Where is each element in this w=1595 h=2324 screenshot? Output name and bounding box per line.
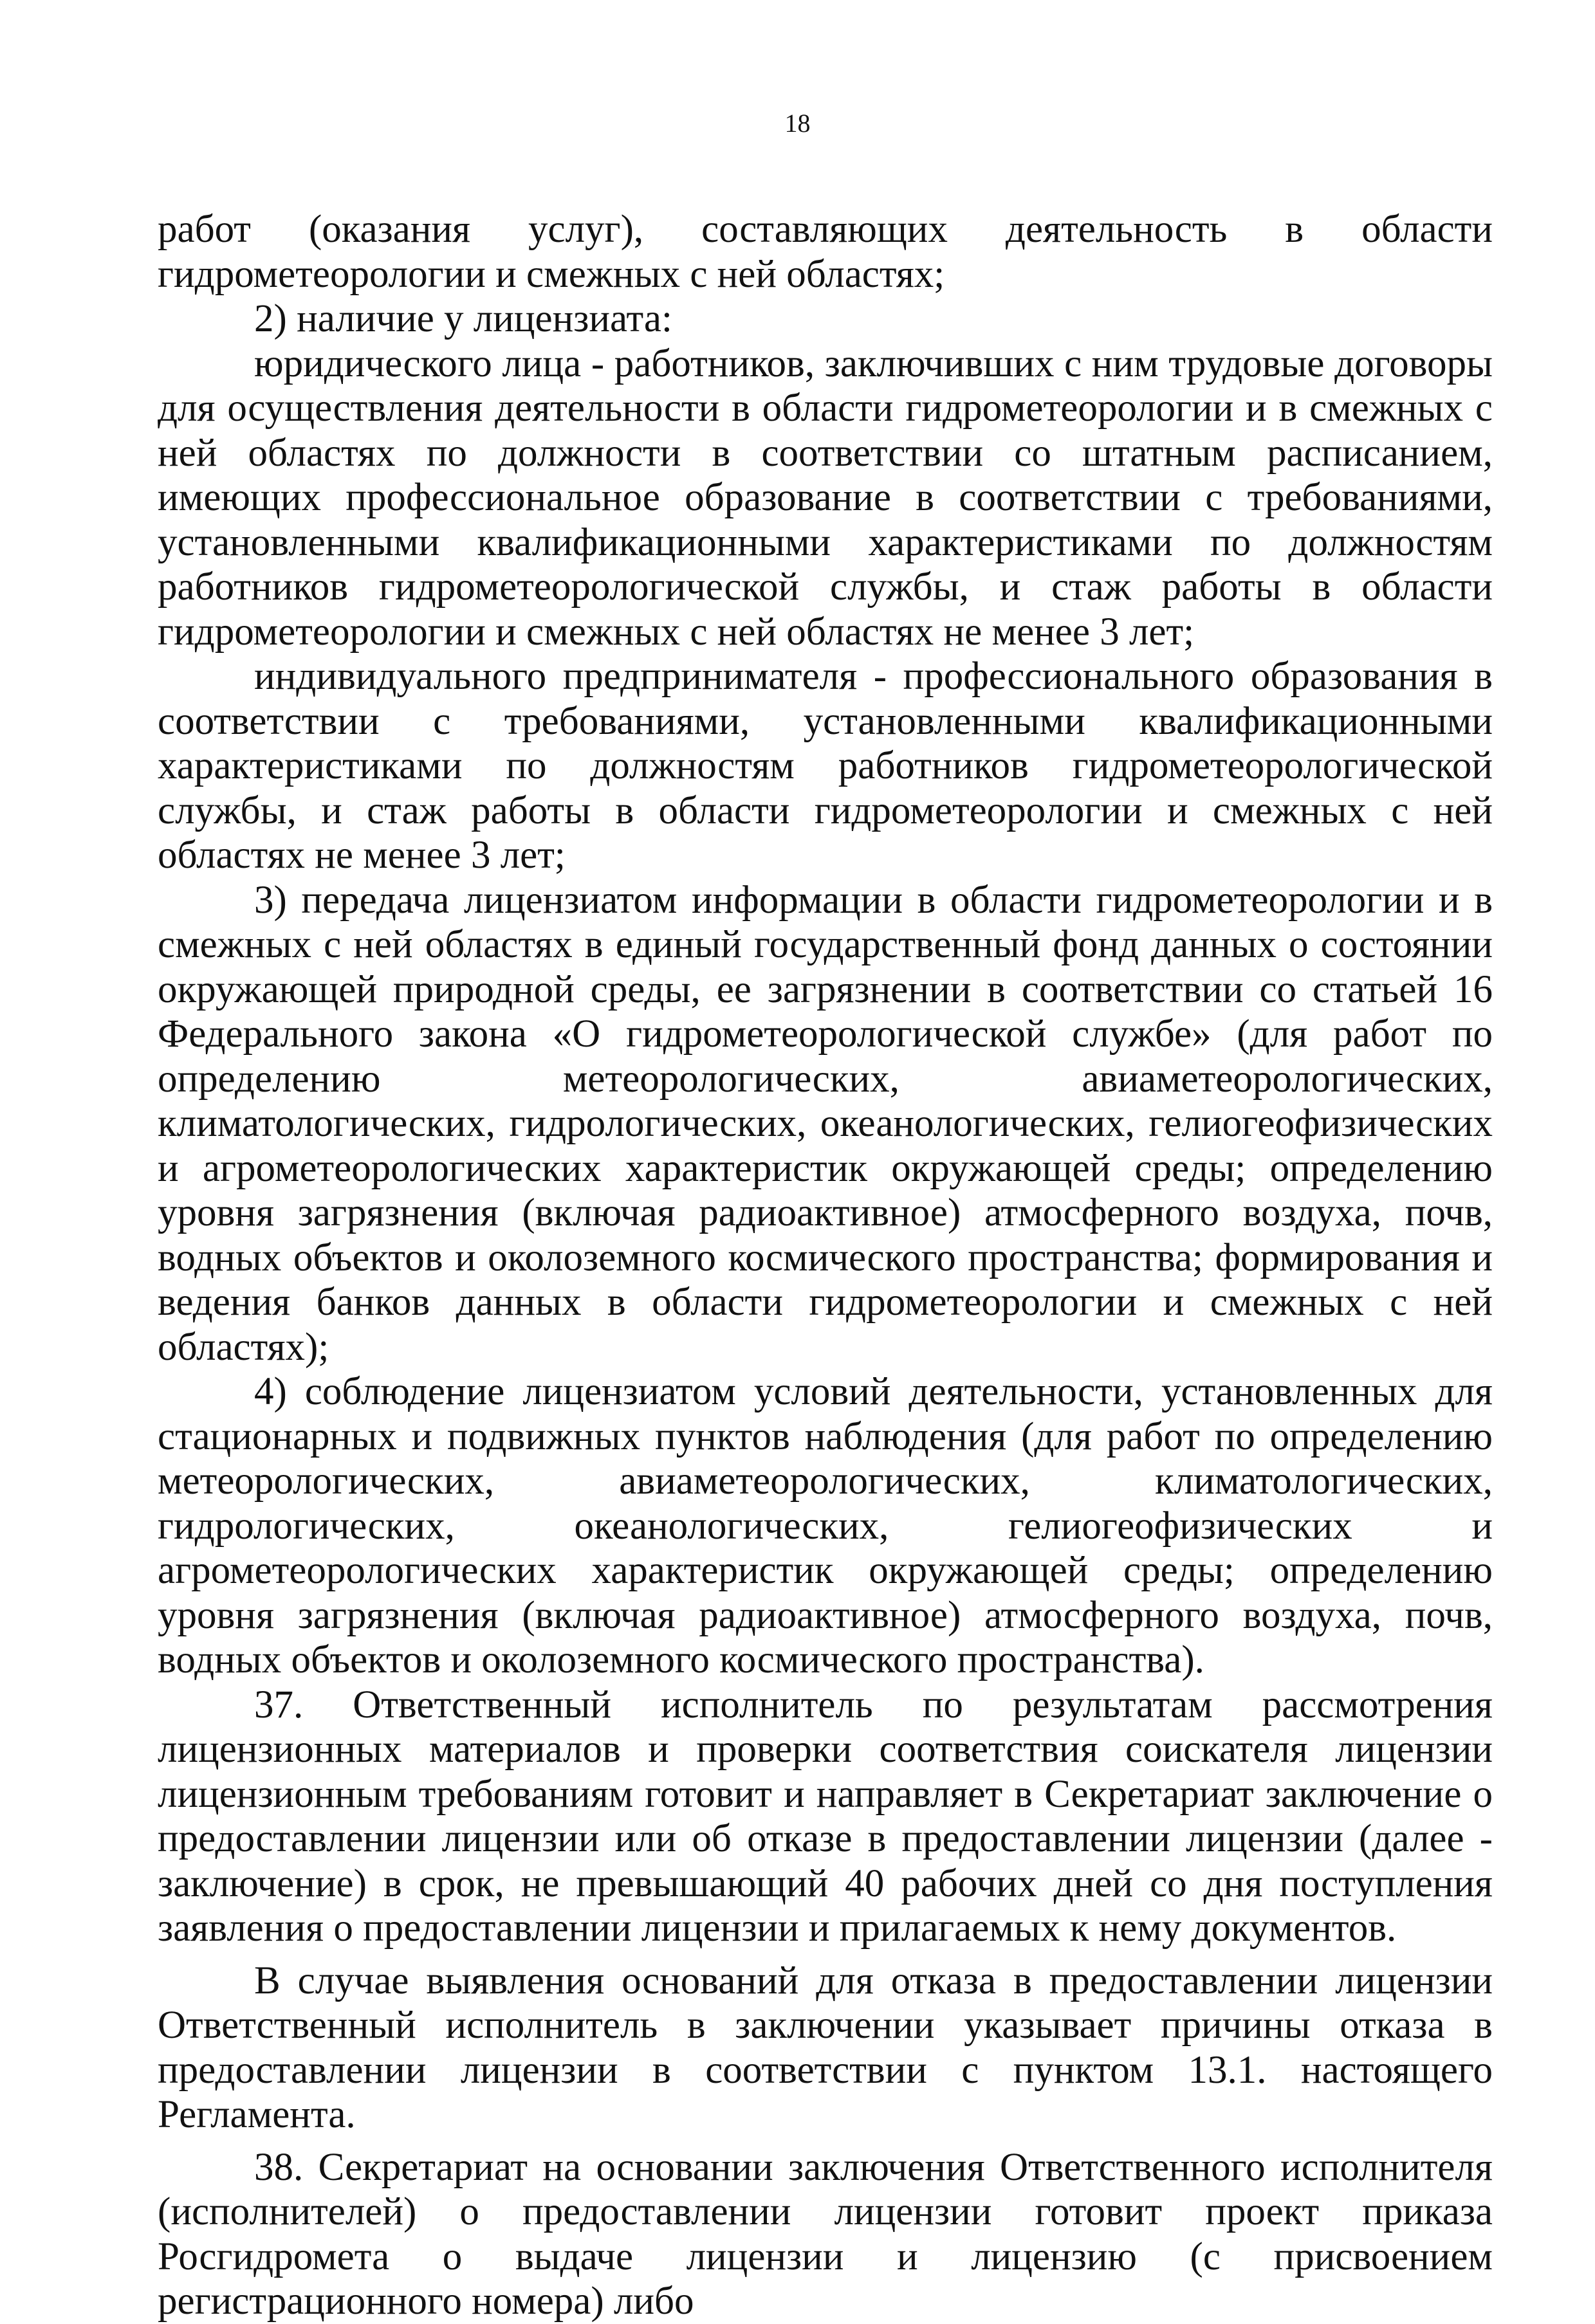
paragraph-legal-entity: юридического лица - работников, заключивших с ним трудовые договоры для осуществления деятельности в области гидрометеорологии и в смежных с ней областях по должности в соответствии со штатным расписанием, имеющих профессиональное образование в соответствии с требованиями, установленными квалификационными характеристиками по должностям работников гидрометеорологической службы, и стаж работы в области гидрометеорологии и смежных с ней областях не менее 3 лет; bbox=[158, 342, 1493, 654]
paragraph-clause-38: 38. Секретариат на основании заключения Ответственного исполнителя (исполнителей) о предоставлении лицензии готовит проект приказа Росгидромета о выдаче лицензии и лицензию (с присвоением регистрационного номера) либо bbox=[158, 2145, 1493, 2323]
paragraph-item-3: 3) передача лицензиатом информации в области гидрометеорологии и в смежных с ней областях в единый государственный фонд данных о состоянии окружающей природной среды, ее загрязнении в соответствии со статьей 16 Федерального закона «О гидрометеорологической службе» (для работ по определению метеорологических, авиаметеорологических, климатологических, гидрологических, океанологических, гелиогеофизических и агрометеорологических характеристик окружающей среды; определению уровня загрязнения (включая радиоактивное) атмосферного воздуха, почв, водных объектов и околоземного космического пространства; формирования и ведения банков данных в области гидрометеорологии и смежных с ней областях); bbox=[158, 878, 1493, 1369]
paragraph-clause-37: 37. Ответственный исполнитель по результатам рассмотрения лицензионных материалов и проверки соответствия соискателя лицензии лицензионным требованиям готовит и направляет в Секретариат заключение о предоставлении лицензии или об отказе в предоставлении лицензии (далее - заключение) в срок, не превышающий 40 рабочих дней со дня поступления заявления о предоставлении лицензии и прилагаемых к нему документов. bbox=[158, 1683, 1493, 1950]
paragraph-refusal-grounds: В случае выявления оснований для отказа в предоставлении лицензии Ответственный исполнитель в заключении указывает причины отказа в предоставлении лицензии в соответствии с пунктом 13.1. настоящего Регламента. bbox=[158, 1959, 1493, 2136]
document-body bbox=[158, 207, 1493, 2324]
paragraph-continuation: работ (оказания услуг), составляющих деятельность в области гидрометеорологии и смежных с ней областях; bbox=[158, 208, 1493, 296]
paragraph-individual-entrepreneur: индивидуального предпринимателя - профессионального образования в соответствии с требованиями, установленными квалификационными характеристиками по должностям работников гидрометеорологической службы, и стаж работы в области гидрометеорологии и смежных с ней областях не менее 3 лет; bbox=[158, 655, 1493, 877]
paragraph-item-2: 2) наличие у лицензиата: bbox=[254, 297, 672, 340]
page-number: 18 bbox=[784, 109, 811, 138]
paragraph-item-4: 4) соблюдение лицензиатом условий деятельности, установленных для стационарных и подвижных пунктов наблюдения (для работ по определению метеорологических, авиаметеорологических, климатологических, гидрологических, океанологических, гелиогеофизических и агрометеорологических характеристик окружающей среды; определению уровня загрязнения (включая радиоактивное) атмосферного воздуха, почв, водных объектов и околоземного космического пространства). bbox=[158, 1370, 1493, 1681]
